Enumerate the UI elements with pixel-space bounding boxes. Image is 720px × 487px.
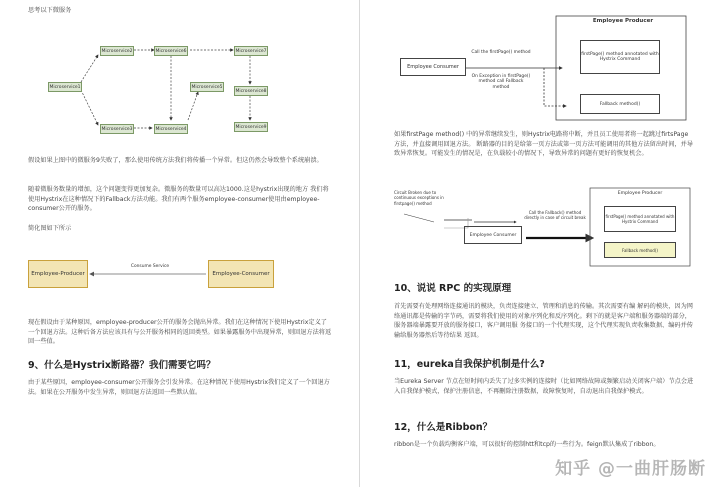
right-paragraph-1: 如果firstPage method() 中的异常继续发生，则Hystrix电路将中断，并且员工使用者将一起跳过firtsPage方法，并直接调用回退方法。 断路器的目的是给第一页方法或第一页方法可能调用的其他方法留出时间，并导致异常恢复。可能发生的情况是，在负载较小的情况下，导致异常的问题有更好的恢复机会。: [394, 131, 693, 157]
node-microservice5: Microservice5: [190, 82, 224, 92]
node-microservice2: Microservice2: [100, 46, 134, 56]
employee-producer-title-a: Employee Producer: [592, 18, 654, 24]
node-microservice8: Microservice8: [234, 86, 268, 96]
employee-consumer-box-b: Employee Consumer: [464, 226, 522, 244]
node-microservice7: Microservice7: [234, 46, 268, 56]
paragraph-1: 假设如果上图中的微服务9失败了，那么使用传统方法我们将传播一个异常。但这仍然会导致整个系统崩溃。: [28, 157, 323, 164]
node-microservice3: Microservice3: [100, 124, 134, 134]
paragraph-3: 简化图如下所示: [28, 225, 72, 232]
intro-text: 思考以下微服务: [28, 7, 72, 14]
circuit-break-diagram: [394, 186, 694, 268]
employee-producer-box: Employee-Producer: [28, 260, 88, 288]
firstpage-method-box-b: firstPage() method annotated with Hystrix Command: [604, 206, 676, 232]
zhihu-watermark: 知乎 @一曲肝肠断: [555, 459, 706, 479]
on-exception-label: On Exception in firstPage() method call Fallback method: [471, 74, 531, 90]
producer-consumer-diagram: [28, 248, 328, 298]
right-page: [360, 0, 720, 487]
firstpage-method-box-a: firstPage() method annotated with Hystrix Command: [580, 40, 660, 74]
fallback-method-box-a: Fallback method(): [580, 94, 660, 114]
right-paragraph-3: 当Eureka Server 节点在短时间内丢失了过多实例的连接时（比如网络故障或频繁启动关闭客户端）节点会进入自我保护模式，保护注册信息，不再删除注册数据，故障恢复时，自动退出自我保护模式。: [394, 378, 694, 395]
heading-10: 10、说说 RPC 的实现原理: [394, 283, 512, 294]
left-page: [0, 0, 359, 487]
circuit-broken-note: Circuit Broken due to continuous exceptions in firstpage() method: [394, 190, 444, 206]
employee-consumer-box-a: Employee Consumer: [400, 58, 466, 76]
microservice-diagram: [28, 20, 328, 148]
paragraph-2: 随着微服务数量的增加，这个问题变得更加复杂。微服务的数量可以高达1000.这是hystrix出现的地方 我们将使用Hystrix在这种情况下的Fallback方法功能。我们有两个服务employee-consumer使用由employee-consumer公开的服务。: [28, 186, 329, 212]
employee-consumer-box: Employee-Consumer: [208, 260, 274, 288]
fallback-method-box-b: Fallback method(): [604, 242, 676, 258]
paragraph-4: 现在假设由于某种原因，employee-producer公开的服务会抛出异常。我们在这种情况下使用Hystrix定义了一个回退方法。这种后备方法应该具有与公开服务相同的返回类型。如果暴露服务中出现异常，则回退方法将返回一些值。: [28, 319, 332, 345]
node-microservice6: Microservice6: [154, 46, 188, 56]
heading-12: 12，什么是Ribbon？: [394, 422, 493, 433]
node-microservice1: Microservice1: [48, 82, 82, 92]
node-microservice4: Microservice4: [154, 124, 188, 134]
heading-9: 9、什么是Hystrix断路器？我们需要它吗？: [28, 360, 216, 371]
right-paragraph-4: ribbon是一个负载均衡客户端，可以很好的控制htt和tcp的一些行为。feign默认集成了ribbon。: [394, 441, 660, 448]
fallback-diagram: [394, 10, 694, 122]
paragraph-5: 由于某些原因，employee-consumer公开服务会引发异常。在这种情况下使用Hystrix我们定义了一个回退方法。如果在公开服务中发生异常，则回退方法返回一些默认值。: [28, 379, 330, 396]
heading-11: 11，eureka自我保护机制是什么?: [394, 359, 545, 370]
employee-producer-title-b: Employee Producer: [617, 191, 663, 196]
call-firstpage-label: Call the firstPage() method: [471, 50, 531, 55]
right-paragraph-2: 首先需要有处理网络连接通讯的模块，负责连接建立、管理和消息的传输。其次需要有编 解码的模块，因为网络通讯都是传输的字节码，需要将我们使用的对象序列化和反序列化。剩下的就是客户端和服务器端的部分，服务器端暴露要开放的服务接口，客户调用服 务接口的一个代理实现，这个代理实现负责收集数据、编码并传输给服务器然后等待结果 返回。: [394, 303, 693, 339]
node-microservice9: Microservice9: [234, 122, 268, 132]
call-fallback-label: Call the Fallback() method directly in case of circuit break: [524, 210, 586, 221]
consume-service-label: Consume Service: [130, 264, 170, 269]
